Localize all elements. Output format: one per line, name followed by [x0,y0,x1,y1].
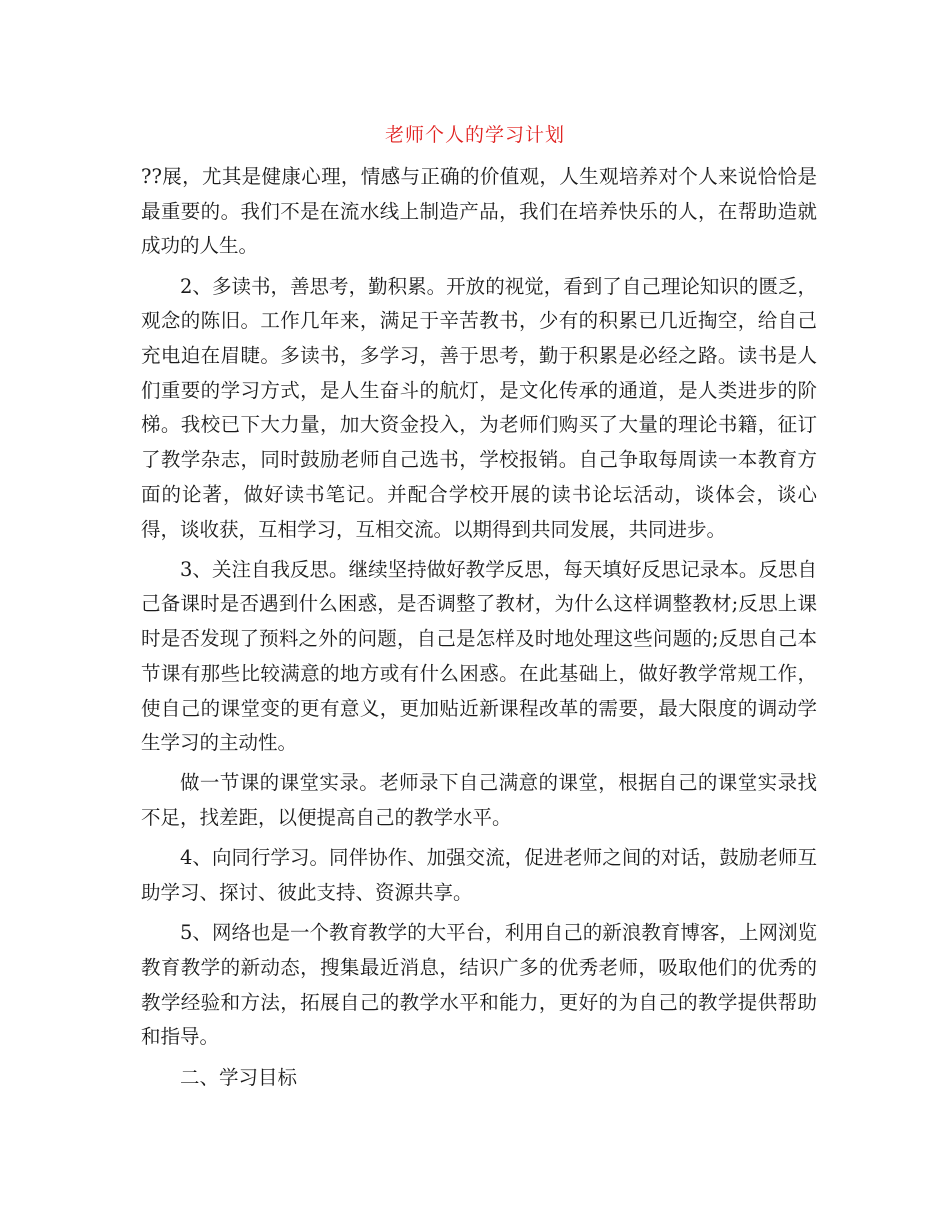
section-heading-learning-goals: 二、学习目标 [180,1065,298,1089]
paragraph-self-reflection: 3、关注自我反思。继续坚持做好教学反思，每天填好反思记录本。反思自己备课时是否遇到什么困惑，是否调整了教材，为什么这样调整教材;反思上课时是否发现了预料之外的问题，自己是怎样及时地处理这些问题的;反思自己本节课有那些比较满意的地方或有什么困惑。在此基础上，做好教学常规工作，使自己的课堂变的更有意义，更加贴近新课程改革的需要，最大限度的调动学生学习的主动性。 [141,557,817,755]
document-body [141,160,817,1101]
paragraph-peer-learning: 4、向同行学习。同伴协作、加强交流，促进老师之间的对话，鼓励老师互助学习、探讨、彼此支持、资源共享。 [141,846,817,905]
paragraph-class-recording: 做一节课的课堂实录。老师录下自己满意的课堂，根据自己的课堂实录找不足，找差距，以便提高自己的教学水平。 [141,771,817,830]
document-title: 老师个人的学习计划 [384,124,565,146]
paragraph-read-more: 2、多读书，善思考，勤积累。开放的视觉，看到了自己理论知识的匮乏，观念的陈旧。工作几年来，满足于辛苦教书，少有的积累已几近掏空，给自己充电迫在眉睫。多读书，多学习，善于思考，勤于积累是必经之路。读书是人们重要的学习方式，是人生奋斗的航灯，是文化传承的通道，是人类进步的阶梯。我校已下大力量，加大资金投入，为老师们购买了大量的理论书籍，征订了教学杂志，同时鼓励老师自己选书，学校报销。自己争取每周读一本教育方面的论著，做好读书笔记。并配合学校开展的读书论坛活动，谈体会，谈心得，谈收获，互相学习，互相交流。以期得到共同发展，共同进步。 [141,274,817,541]
paragraph-online-learning: 5、网络也是一个教育教学的大平台，利用自己的新浪教育博客，上网浏览教育教学的新动态，搜集最近消息，结识广多的优秀老师，吸取他们的优秀的教学经验和方法，拓展自己的教学水平和能力，更好的为自己的教学提供帮助和指导。 [141,921,817,1049]
paragraph-intro-continuation: ??展，尤其是健康心理，情感与正确的价值观，人生观培养对个人来说恰恰是最重要的。我们不是在流水线上制造产品，我们在培养快乐的人，在帮助造就成功的人生。 [141,165,817,258]
